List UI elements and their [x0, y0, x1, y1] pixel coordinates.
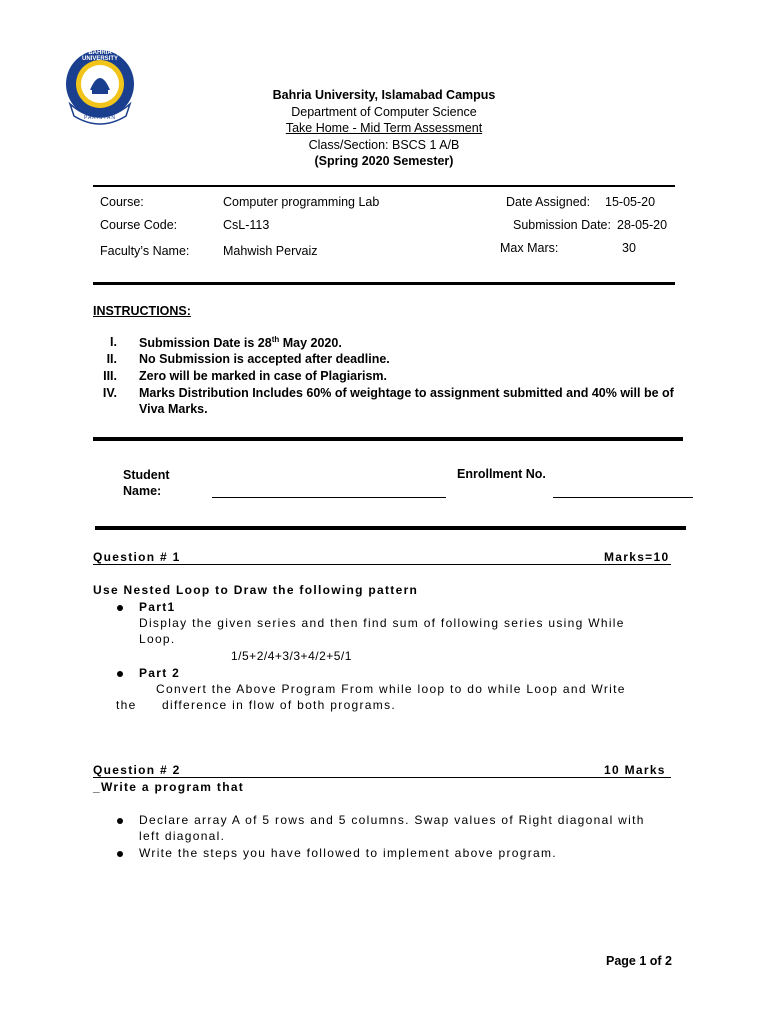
instruction-number: I.	[110, 335, 117, 349]
bullet-icon	[117, 818, 123, 824]
instruction-text: Submission Date is 28	[139, 336, 272, 351]
student-label-line1: Student	[123, 468, 170, 482]
q2-marks: 10 Marks	[604, 763, 666, 777]
instruction-number: IV.	[102, 386, 117, 400]
header-department: Department of Computer Science	[291, 104, 477, 119]
q1-part2-text-start: the	[116, 698, 137, 712]
course-code-value: CsL-113	[223, 218, 270, 232]
divider	[93, 437, 683, 441]
q1-marks: Marks=10	[604, 550, 670, 564]
student-name-label	[123, 467, 170, 499]
course-value: Computer programming Lab	[223, 195, 380, 209]
instruction-item	[139, 335, 342, 350]
submission-date-value: 28-05-20	[617, 218, 668, 232]
header-semester: (Spring 2020 Semester)	[314, 154, 454, 168]
instruction-item: Zero will be marked in case of Plagiarism.	[139, 369, 388, 383]
instruction-sup: th	[271, 335, 280, 344]
logo-bottom-text: PAKISTAN	[84, 115, 116, 121]
divider	[93, 282, 675, 285]
q1-title: Question # 1	[93, 550, 181, 564]
date-assigned-value: 15-05-20	[605, 195, 656, 209]
q2-bullet2: Write the steps you have followed to implement above program.	[139, 846, 557, 860]
q1-intro: Use Nested Loop to Draw the following pattern	[93, 583, 419, 597]
course-label: Course:	[100, 195, 144, 209]
enrollment-label: Enrollment No.	[457, 467, 546, 481]
q1-part1-text: Display the given series and then find sum of following series using While	[139, 616, 625, 630]
enrollment-field[interactable]	[553, 497, 693, 498]
q2-header-rule	[93, 777, 671, 778]
max-marks-value: 30	[622, 241, 636, 255]
instruction-number: III.	[103, 369, 117, 383]
date-assigned-label: Date Assigned:	[506, 195, 591, 209]
submission-date-label: Submission Date:	[513, 218, 611, 232]
faculty-value: Mahwish Pervaiz	[223, 244, 318, 258]
q2-bullet1: Declare array A of 5 rows and 5 columns. Swap values of Right diagonal with	[139, 813, 645, 827]
header-assessment: Take Home - Mid Term Assessment	[285, 121, 483, 135]
course-code-label: Course Code:	[100, 218, 178, 232]
max-marks-label: Max Mars:	[500, 241, 559, 255]
document-header	[0, 87, 768, 170]
q1-part1-label: Part1	[139, 600, 176, 614]
student-name-field[interactable]	[212, 497, 446, 498]
q1-part2-text: Convert the Above Program From while loop to do while Loop and Write	[156, 682, 626, 696]
instruction-item: No Submission is accepted after deadline.	[139, 352, 390, 366]
q1-series: 1/5+2/4+3/3+4/2+5/1	[231, 649, 352, 663]
logo-top-text: BAHRIA UNIVERSITY	[81, 50, 118, 62]
page-number: Page 1 of 2	[606, 954, 672, 968]
instruction-text-end: May 2020.	[279, 336, 342, 351]
q2-bullet1-continued: left diagonal.	[139, 829, 226, 843]
q1-part1-text-continued: Loop.	[139, 632, 176, 646]
q1-part2-label: Part 2	[139, 666, 181, 680]
bullet-icon	[117, 671, 123, 677]
instruction-item-continued: Viva Marks.	[139, 402, 208, 416]
header-class: Class/Section: BSCS 1 A/B	[308, 137, 460, 152]
instructions-title: INSTRUCTIONS:	[93, 304, 191, 318]
bullet-icon	[117, 851, 123, 857]
divider	[93, 185, 675, 187]
q2-intro: _Write a program that	[93, 780, 245, 794]
header-university: Bahria University, Islamabad Campus	[272, 88, 496, 102]
q1-part2-text-continued: difference in flow of both programs.	[162, 698, 397, 712]
instruction-item: Marks Distribution Includes 60% of weightage to assignment submitted and 40% will be of	[139, 386, 674, 400]
instruction-number: II.	[106, 352, 117, 366]
bullet-icon	[117, 605, 123, 611]
divider	[95, 526, 686, 530]
q1-header-rule	[93, 564, 671, 565]
student-label-line2: Name:	[123, 484, 162, 498]
q2-title: Question # 2	[93, 763, 181, 777]
faculty-label: Faculty’s Name:	[100, 244, 190, 258]
